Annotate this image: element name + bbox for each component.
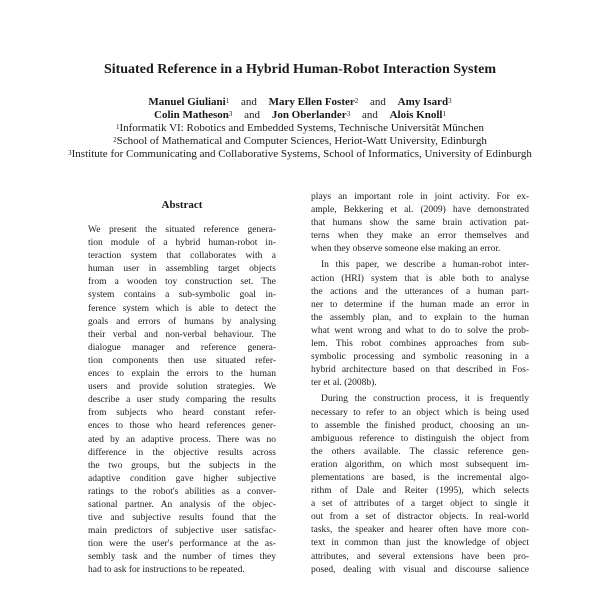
text-line: plays an important role in joint activity. For ex-: [311, 192, 529, 202]
text-line: out from a set of distractor objects. In real-world: [311, 512, 529, 523]
author-affil-mark: 3: [448, 97, 452, 105]
text-line: main predictors of subjective user satisfac-: [88, 526, 276, 537]
text-line: the assembly plan, and to explain to the human: [311, 312, 529, 323]
text-line: their verbal and non-verbal behaviour. The: [88, 329, 276, 340]
text-line: terns when they make an error themselves and: [311, 231, 529, 242]
author-name: Alois Knoll: [389, 109, 443, 121]
body-paragraph-1: [311, 191, 529, 256]
text-line: plementations are based, is the incremental algo-: [311, 472, 529, 483]
text-line: dialogue manager and reference genera-: [88, 342, 276, 353]
text-line: ated by an adaptive process. There was no: [88, 434, 276, 445]
author-name: Mary Ellen Foster: [268, 96, 355, 108]
text-line: ner to determine if the human made an error in: [311, 299, 529, 310]
text-line: describe a user study comparing the results: [88, 395, 276, 406]
text-line: tion components then use situated refer-: [88, 355, 276, 366]
affiliation-text: School of Mathematical and Computer Sciences, Heriot-Watt University, Edinburgh: [116, 135, 487, 147]
text-line: sational partner. An analysis of the objec-: [88, 499, 276, 510]
text-line: tion were the user's performance at the as-: [88, 539, 276, 550]
affiliation-text: Informatik VI: Robotics and Embedded Systems, Technische Universität München: [119, 122, 484, 134]
text-line: symbolic processing and symbolic reasoning in a: [311, 352, 529, 363]
and-separator: and: [370, 96, 386, 108]
text-line: hybrid architecture based on that described in Fos-: [311, 365, 529, 376]
text-line: that humans show the same brain activation pat-: [311, 218, 529, 229]
affiliation-3: [0, 148, 600, 161]
paper-title: Situated Reference in a Hybrid Human-Robot Interaction System: [103, 62, 497, 77]
text-line: rithm of Dale and Reiter (1995), which selects: [311, 486, 529, 497]
author-row-2: [0, 109, 600, 122]
author-name: Jon Oberlander: [271, 109, 347, 121]
text-line: During the construction process, it is frequently: [321, 394, 529, 405]
and-separator: and: [240, 96, 257, 108]
text-line: system contains a sub-symbolic goal in-: [88, 290, 276, 301]
and-separator: and: [361, 109, 378, 121]
text-line: a set of attributes of a target object to single it: [311, 499, 529, 510]
author-affil-mark: 1: [225, 97, 230, 105]
text-line: human user in assembling target objects: [88, 264, 276, 275]
author-name: Manuel Giuliani: [148, 96, 226, 108]
text-line: goals and errors of humans by analysing: [88, 316, 276, 327]
text-line: when they observe someone else making an error.: [311, 244, 501, 255]
text-line: We present the situated reference genera-: [88, 225, 276, 235]
text-line: ratings to the robot's abilities as a conver-: [88, 486, 276, 497]
text-line: teraction system that collaborates with a: [88, 251, 276, 262]
author-affil-mark: 1: [442, 110, 446, 118]
affiliation-1: [0, 122, 600, 135]
text-line: from subjects who heard constant refer-: [88, 408, 276, 419]
author-affil-mark: 3: [346, 110, 351, 118]
body-paragraph-2: [311, 259, 529, 390]
affiliation-mark: 1: [115, 123, 120, 131]
text-line: ences to explain the errors to the human: [88, 369, 276, 380]
author-name: Amy Isard: [397, 96, 449, 108]
text-line: ambiguous reference to distinguish the object from: [311, 433, 529, 444]
body-paragraph-3: [311, 393, 529, 576]
text-line: posed, dealing with visual and discourse salience: [311, 564, 529, 575]
text-line: text in common than just the knowledge of object: [311, 538, 529, 549]
affiliation-2: [0, 135, 600, 148]
introduction-column: [311, 191, 529, 577]
text-line: In this paper, we describe a human-robot inter-: [321, 260, 529, 271]
text-line: difference in the objective results across: [88, 447, 276, 458]
text-line: ference system which is able to detect the: [88, 303, 276, 314]
affiliation-mark: 3: [68, 149, 72, 157]
text-line: users and provide solution strategies. We: [88, 382, 276, 393]
abstract-body: [88, 224, 276, 578]
text-line: from a wooden toy construction set. The: [88, 277, 276, 288]
text-line: tive and subjective results found that the: [88, 513, 276, 524]
affiliation-mark: 2: [113, 136, 117, 144]
text-line: the actions and the utterances of a human part-: [311, 286, 529, 297]
text-line: the others available. The classic reference gen-: [311, 446, 529, 457]
text-line: ter et al. (2008b).: [311, 378, 377, 389]
text-line: what went wrong and what to do to solve the prob-: [311, 325, 529, 336]
text-line: necessary to refer to an object which is being used: [311, 407, 529, 418]
affiliation-text: Institute for Communicating and Collaborative Systems, School of Informatics, University of Edinburgh: [71, 148, 532, 160]
text-line: tasks, the speaker and hearer often have more con-: [311, 525, 529, 536]
abstract-heading: Abstract: [161, 199, 203, 211]
author-affil-mark: 2: [354, 97, 359, 105]
text-line: attributes, and several extensions have been pro-: [311, 551, 529, 562]
text-line: tion module of a hybrid human-robot in-: [88, 238, 276, 249]
text-line: to assemble the finished product, choosing an un-: [311, 420, 529, 431]
and-separator: and: [244, 109, 261, 121]
author-name: Colin Matheson: [154, 109, 229, 121]
text-line: sembly task and the number of times they: [88, 552, 276, 563]
text-line: had to ask for instructions to be repeated.: [88, 565, 245, 576]
text-line: adaptive condition gave higher subjective: [88, 473, 276, 484]
text-line: the two groups, but the subjects in the: [88, 460, 276, 471]
author-affil-mark: 3: [228, 110, 233, 118]
text-line: action (HRI) system that is able both to analyse: [311, 273, 529, 284]
author-block: [0, 96, 600, 161]
text-line: eration algorithm, on which most subsequent im-: [311, 459, 529, 470]
author-row-1: [0, 96, 600, 109]
text-line: ences to those who heard references gener-: [88, 421, 276, 432]
text-line: lem. This robot combines approaches from sub-: [311, 339, 529, 350]
text-line: ample, Bekkering et al. (2009) have demonstrated: [311, 205, 529, 216]
